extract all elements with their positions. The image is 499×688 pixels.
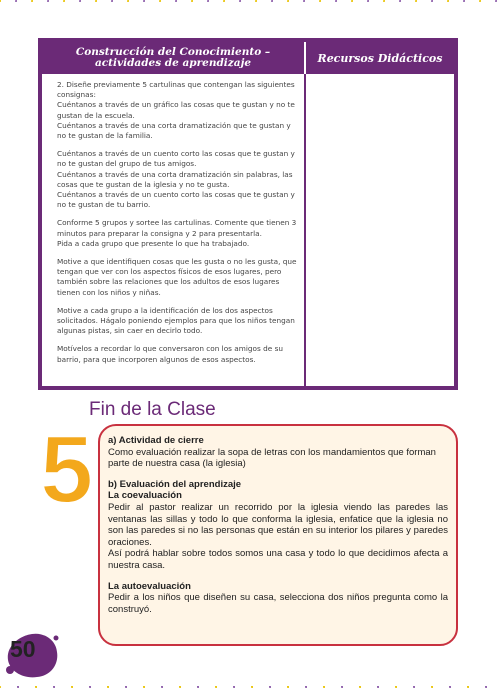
- self-evaluation-text: Pedir a los niños que diseñen su casa, selecciona dos niños pregunta como la construyó.: [108, 592, 448, 615]
- column-divider: [304, 74, 306, 386]
- closing-activity-heading: a) Actividad de cierre: [108, 435, 204, 446]
- activity-line: Cuéntanos a través de una corta dramatización que te gustan y no te gustan de la familia.: [57, 120, 291, 141]
- section-title: Fin de la Clase: [89, 399, 216, 420]
- activity-line: Cuéntanos a través de un cuento corto las cosas que te gustan y no te gustan del grupo de tus amigos.: [57, 149, 295, 169]
- activity-line: Motívelos a recordar lo que conversaron con los amigos de su barrio, para que incorporen algunos de esos aspectos.: [57, 344, 283, 364]
- table-header: [42, 42, 454, 74]
- coevaluation-heading: La coevaluación: [108, 490, 182, 502]
- activity-paragraph: [57, 218, 300, 249]
- coevaluation-text-2: Así podrá hablar sobre todos somos una casa y todo lo que decidimos afecta a nuestra casa.: [108, 548, 448, 571]
- closing-evaluation-panel: [98, 424, 458, 646]
- learning-evaluation-heading: b) Evaluación del aprendizaje: [108, 478, 242, 490]
- activity-line: Cuéntanos a través de una corta dramatización sin palabras, las cosas que te gustan de la iglesia y no te gusta.: [57, 169, 293, 189]
- activities-table: [38, 38, 458, 390]
- header-didactic-resources: Recursos Didácticos: [304, 42, 454, 74]
- activities-text: [57, 80, 300, 373]
- activity-line: Conforme 5 grupos y sortee las cartulinas. Comente que tienen 3 minutos para preparar la consigna y 2 para presentarla.: [57, 218, 297, 238]
- header-left-line2: actividades de aprendizaje: [94, 57, 252, 69]
- self-evaluation-heading: La autoevaluación: [108, 580, 191, 592]
- activity-paragraph: [57, 149, 300, 210]
- activity-line: Motive a cada grupo a la identificación de los dos aspectos solicitados. Hágalo poniendo ejemplos para que los niños tengan algunas pistas, sin caer en decirlo todo.: [57, 305, 295, 336]
- scallop-border-top: [0, 0, 499, 40]
- header-knowledge-construction: [42, 42, 304, 74]
- activity-line: Cuéntanos a través de un cuento corto las cosas que te gustan y no te gustan de tu barrio.: [57, 190, 295, 210]
- page-number: 50: [10, 636, 36, 662]
- activity-paragraph: [57, 344, 300, 364]
- activity-line: 2. Diseñe previamente 5 cartulinas que contengan las siguientes consignas:: [57, 80, 295, 100]
- activity-paragraph: [57, 257, 300, 298]
- activity-paragraph: [57, 80, 300, 141]
- closing-activity-text: Como evaluación realizar la sopa de letras con los mandamientos que forman parte de nuestra casa (la iglesia): [108, 446, 436, 470]
- activity-line: Pida a cada grupo que presente lo que ha trabajado.: [57, 238, 250, 248]
- section-number-text: 5: [40, 422, 94, 510]
- activity-paragraph: [57, 306, 300, 337]
- activity-line: Cuéntanos a través de un gráfico las cosas que te gustan y no te gustan de la escuela.: [57, 100, 295, 120]
- header-left-line1: Construcción del Conocimiento –: [75, 46, 271, 58]
- activity-line: Motive a que identifiquen cosas que les gusta o no les gusta, que tengan que ver con los aspectos físicos de esos lugares, pero también sobre las relaciones que los adultos de esos lugares tienen con los niños y niñas.: [57, 257, 297, 297]
- coevaluation-text-1: Pedir al pastor realizar un recorrido por la iglesia viendo las paredes las ventanas las sillas y todo lo que conforma la iglesia, enfatice que la iglesia no son las paredes si no las personas que están en su interior los pilares y paredes oraciones.: [108, 501, 448, 548]
